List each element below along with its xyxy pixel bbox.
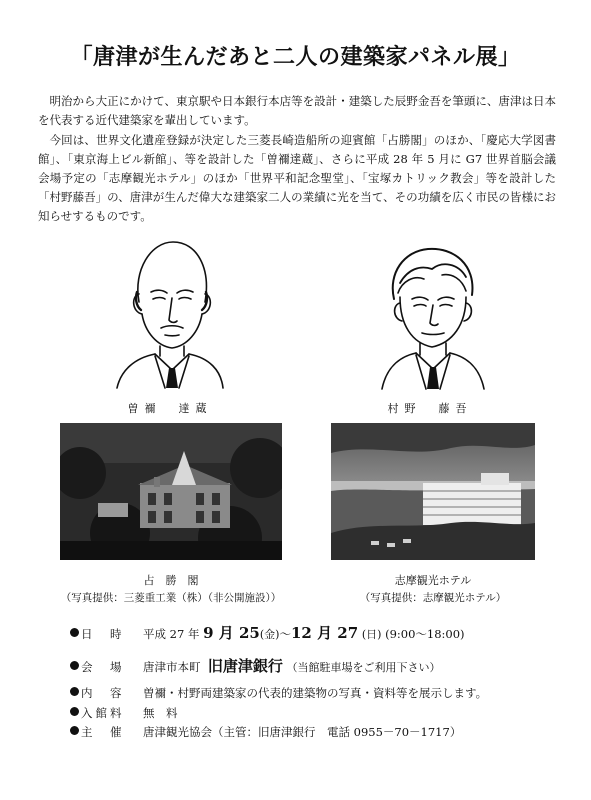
bullet-icon: [70, 687, 79, 696]
photo-caption-senshokaku: 占 勝 閣: [143, 574, 199, 587]
bullet-icon: [70, 628, 79, 637]
portrait-sone-sketch: [115, 232, 225, 390]
portrait-name-murano: 村野 藤吾: [387, 402, 473, 415]
info-host-label: 主 催: [81, 725, 125, 739]
info-fee-text: 無 料: [143, 706, 178, 720]
info-fee-row: [70, 705, 178, 721]
bullet-icon: [70, 661, 79, 670]
photo-credit-shima-kanko-hotel: （写真提供：志摩観光ホテル）: [359, 592, 507, 604]
photo-caption-shima-kanko-hotel: 志摩観光ホテル: [394, 574, 472, 587]
info-venue-building: 旧唐津銀行: [207, 657, 283, 675]
info-content-text: 曽禰・村野両建築家の代表的建築物の写真・資料等を展示します。: [143, 686, 488, 700]
info-date-start: 9 月 25: [203, 624, 260, 642]
page-title: 「唐津が生んだあと二人の建築家パネル展」: [70, 45, 521, 70]
info-host-row: [70, 724, 461, 740]
info-date-row: [70, 622, 465, 643]
portrait-name-sone: 曽禰 達蔵: [127, 402, 213, 415]
photo-senshokaku: [60, 423, 282, 560]
intro-paragraph-2: 今回は、世界文化遺産登録が決定した三菱長崎造船所の迎賓館「占勝閣」のほか、「慶応大学図書館」、「東京海上ビル新館」、等を設計した「曽禰達蔵」、さらに平成 28 年 5 月に G7 世界首脳会議会場予定の「志摩観光ホテル」のほか「世界平和記念聖堂」、「宝塚カトリック教会」等を設計した「村野藤吾」の、唐津が生んだ偉大な建築家二人の業績に光を当て、その功績を広く市民の皆様にお知らせするものです。: [38, 133, 556, 223]
info-fee-label: 入館料: [81, 706, 125, 720]
info-date-end: 12 月 27: [290, 624, 359, 642]
info-content-row: [70, 685, 487, 701]
portrait-murano-sketch: [380, 243, 486, 391]
info-date-end-dow: (日): [361, 628, 382, 641]
info-venue-row: [70, 655, 440, 676]
info-content-label: 内 容: [81, 686, 125, 700]
intro-paragraph-1: 明治から大正にかけて、東京駅や日本銀行本店等を設計・建築した辰野金吾を筆頭に、唐津は日本を代表する近代建築家を輩出しています。: [38, 94, 556, 127]
info-host-text: 唐津観光協会（主管：旧唐津銀行 電話 0955－70－1717）: [143, 725, 462, 739]
info-venue-parking: （当館駐車場をご利用下さい）: [286, 661, 441, 674]
info-venue-place: 唐津市本町: [143, 660, 201, 674]
info-date-era: 平成 27 年: [143, 627, 200, 641]
info-date-label: 日 時: [81, 627, 125, 641]
photo-credit-senshokaku: （写真提供：三菱重工業（株）（非公開施設））: [60, 592, 282, 604]
bullet-icon: [70, 726, 79, 735]
info-date-hours: (9:00～18:00): [385, 627, 465, 641]
info-date-start-dow: (金): [259, 628, 280, 641]
photo-shima-kanko-hotel: [331, 423, 535, 560]
info-venue-label: 会 場: [81, 660, 125, 674]
info-date-tilde: ～: [279, 627, 291, 641]
bullet-icon: [70, 707, 79, 716]
